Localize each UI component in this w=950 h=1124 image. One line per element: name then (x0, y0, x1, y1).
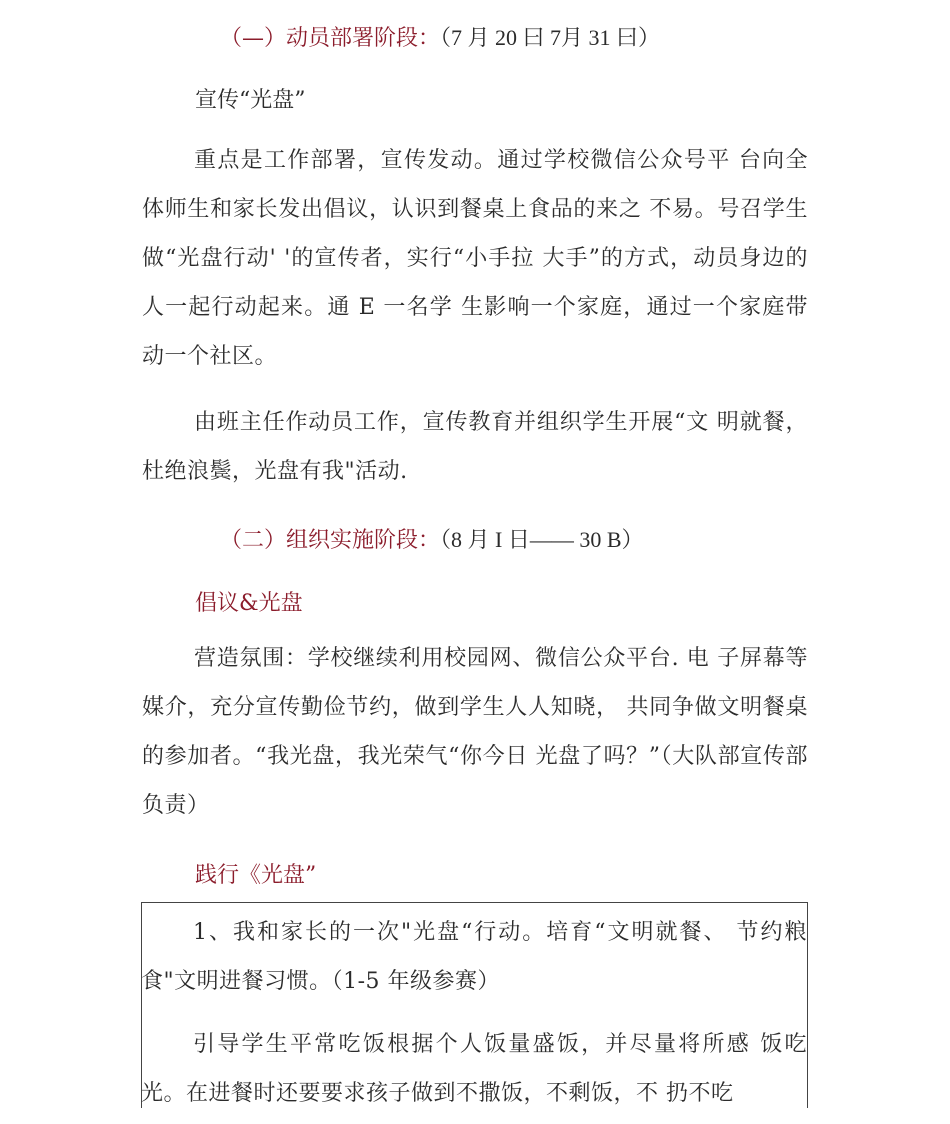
section2-heading-date: （8 月 I 日—— 30 B） (440, 527, 644, 552)
section2-subtitle-practice: 践行《光盘” (195, 863, 317, 888)
section2-heading-label: （二）组织实施阶段： (220, 528, 441, 553)
boxed-paragraph-1: 1、我和家长的一次"光盘“行动。培育“文明就餐、 节约粮食"文明进餐习惯。（1-5 年级参赛） (141, 920, 807, 994)
section2-paragraph-1: 营造氛围：学校继续利用校园网、微信公众平台. 电 子屏幕等媒介，充分宣传勤俭节约，做到学生人人知晓， 共同争做文明餐桌的参加者。“我光盘，我光荣气“你今日 光盘了吗？”（大队部宣传部负责） (142, 646, 808, 818)
section1-heading-date: （7 月 20 曰 7月 31 曰） (440, 25, 661, 50)
section1-subtitle: 宣传“光盘” (195, 88, 306, 113)
boxed-content-frame (141, 902, 808, 1108)
boxed-paragraph-2: 引导学生平常吃饭根据个人饭量盛饭，并尽量将所感 饭吃光。在进餐时还要要求孩子做到不撒饭，不剩饭，不 扔不吃 (141, 1032, 807, 1106)
section1-paragraph-2: 由班主任作动员工作，宣传教育并组织学生开展“文 明就餐，杜绝浪鬓，光盘有我"活动. (142, 410, 808, 484)
section1-heading-label: （—）动员部署阶段： (220, 26, 441, 51)
section1-paragraph-1: 重点是工作部署，宣传发动。通过学校微信公众号平 台向全体师生和家长发出倡议，认识到餐桌上食品的来之 不易。号召学生做“光盘行动' '的宣传者，实行“小手拉 大手”的方式，动员身边的人一起行动起来。通 E 一名学 生影响一个家庭，通过一个家庭带动一个社区。 (142, 148, 808, 369)
section2-subtitle-advocacy: 倡议&光盘 (195, 591, 303, 616)
section1-heading (220, 23, 660, 54)
section2-heading (220, 525, 644, 556)
